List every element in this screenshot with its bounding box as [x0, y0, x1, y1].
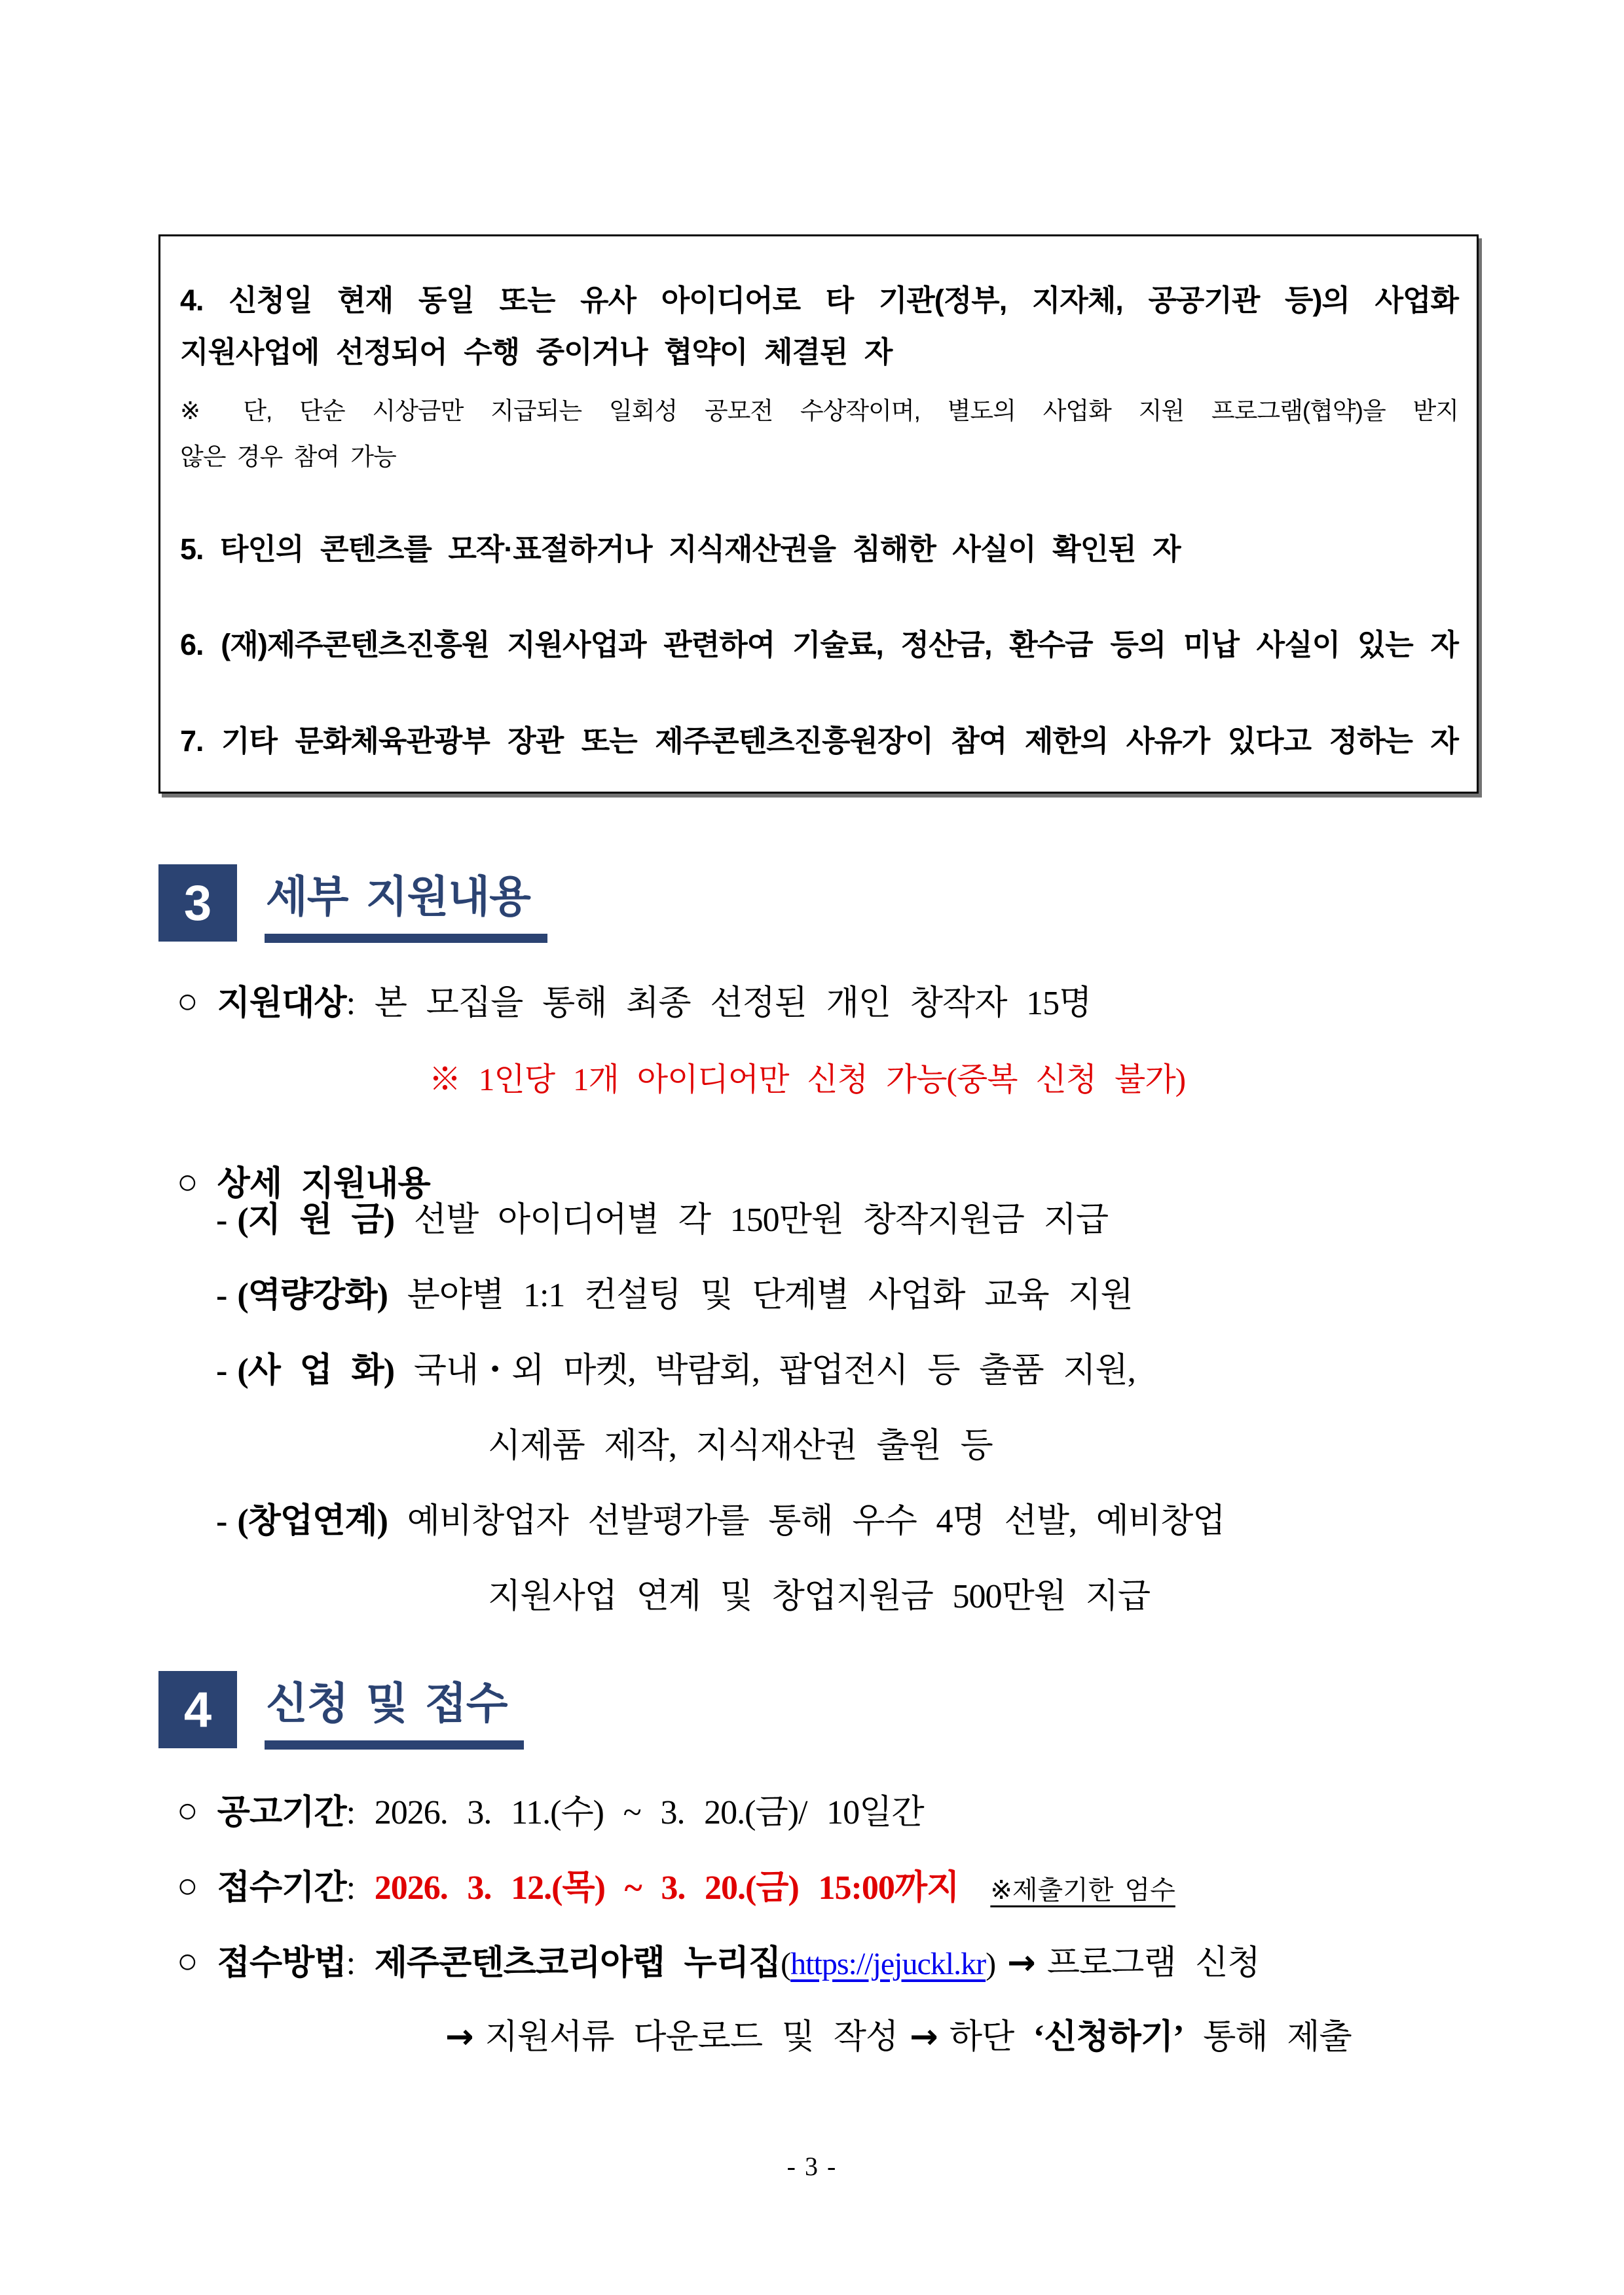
method-step-download: 지원서류 다운로드 및 작성 — [485, 2019, 898, 2056]
restriction-item-7 — [180, 724, 1458, 759]
detail-item-capability — [216, 1277, 1133, 1314]
item-5-number: 5. — [180, 532, 204, 566]
announce-period-text: 2026. 3. 11.(수) ~ 3. 20.(금)/ 10일간 — [374, 1794, 924, 1831]
section-3-number-box: 3 — [158, 864, 237, 942]
detail-item-startup-text: 예비창업자 선발평가를 통해 우수 4명 선발, 예비창업 — [407, 1503, 1225, 1540]
circle-bullet: ○ — [177, 1162, 198, 1202]
apply-period-line — [177, 1868, 1175, 1907]
support-detail-heading-label: 상세 지원내용 — [217, 1166, 430, 1203]
support-target-text: 본 모집을 통해 최종 선정된 개인 창작자 15명 — [374, 985, 1092, 1022]
restriction-item-4-note-line2: 않은 경우 참여 가능 — [180, 443, 396, 470]
support-target-label: 지원대상 — [217, 985, 346, 1022]
apply-period-label: 접수기간 — [217, 1869, 346, 1907]
announce-period-colon: : — [346, 1794, 356, 1831]
dash-bullet: - — [216, 1277, 227, 1314]
support-target-colon: : — [346, 985, 356, 1022]
detail-item-startup — [216, 1503, 1480, 1540]
item-4-number: 4. — [180, 284, 204, 317]
announce-period-label: 공고기간 — [217, 1794, 346, 1831]
detail-item-startup-line2: 지원사업 연계 및 창업지원금 500만원 지급 — [488, 1578, 1151, 1615]
restriction-item-4-line1 — [180, 284, 1458, 318]
item-7-text: 기타 문화체육관광부 장관 또는 제주콘텐츠진흥원장이 참여 제한의 사유가 있다고 정하는 자 — [221, 724, 1458, 758]
website-link[interactable]: https://jejuckl.kr — [790, 1947, 986, 1981]
support-target-line — [177, 983, 1091, 1022]
detail-item-capability-label: (역량강화) — [237, 1277, 388, 1314]
dash-bullet: - — [216, 1503, 227, 1540]
section-4-title: 신청 및 접수 — [265, 1672, 524, 1750]
circle-bullet: ○ — [177, 1791, 198, 1830]
restriction-item-4-line2: 지원사업에 선정되어 수행 중이거나 협약이 체결된 자 — [180, 335, 893, 369]
apply-period-colon: : — [346, 1869, 356, 1907]
dash-bullet: - — [216, 1352, 227, 1389]
detail-item-business-label: (사 업 화) — [237, 1352, 395, 1389]
apply-method-line — [177, 1943, 1260, 1982]
detail-item-business-text: 국내・외 마켓, 박람회, 팝업전시 등 출품 지원, — [413, 1352, 1135, 1389]
support-target-note: ※ 1인당 1개 아이디어만 신청 가능(중복 신청 불가) — [429, 1061, 1186, 1097]
apply-period-deadline: 2026. 3. 12.(목) ~ 3. 20.(금) 15:00까지 — [374, 1869, 959, 1907]
section-4-number-box: 4 — [158, 1671, 237, 1748]
method-step-submit: 통해 제출 — [1203, 2019, 1352, 2056]
deadline-strict-note: ※제출기한 엄수 — [990, 1876, 1175, 1905]
restriction-item-4-note-line1: ※ 단, 단순 시상금만 지급되는 일회성 공모전 수상작이며, 별도의 사업화 지원 프로그램(협약)을 받지 — [180, 397, 1458, 425]
section-3-header — [158, 864, 547, 943]
restriction-item-6 — [180, 628, 1458, 663]
detail-item-fund — [216, 1202, 1108, 1239]
apply-method-colon: : — [346, 1945, 356, 1982]
item-7-number: 7. — [180, 724, 204, 758]
dash-bullet: - — [216, 1202, 227, 1239]
item-5-text: 타인의 콘텐츠를 모작·표절하거나 지식재산권을 침해한 사실이 확인된 자 — [220, 532, 1181, 566]
announce-period-line — [177, 1793, 924, 1831]
detail-item-startup-label: (창업연계) — [237, 1503, 388, 1540]
right-arrow-icon: → — [910, 2017, 938, 2057]
detail-item-fund-label: (지 원 금) — [237, 1202, 395, 1239]
method-step-bottom: 하단 — [949, 2019, 1014, 2056]
paren-close: ) — [986, 1947, 996, 1981]
detail-item-business-line2: 시제품 제작, 지식재산권 출원 등 — [488, 1427, 993, 1465]
support-detail-heading — [177, 1164, 430, 1203]
restriction-item-5 — [180, 532, 1458, 567]
circle-bullet: ○ — [177, 1941, 198, 1981]
detail-item-business — [216, 1352, 1135, 1389]
circle-bullet: ○ — [177, 1866, 198, 1905]
circle-bullet: ○ — [177, 982, 198, 1021]
apply-button-quote: ‘신청하기’ — [1033, 2019, 1184, 2056]
section-4-header — [158, 1671, 524, 1750]
apply-method-line2 — [445, 2019, 1352, 2056]
section-3-title: 세부 지원내용 — [265, 866, 547, 943]
item-6-number: 6. — [180, 628, 204, 662]
item-4-text-line1: 신청일 현재 동일 또는 유사 아이디어로 타 기관(정부, 지자체, 공공기관 등)의 사업화 — [229, 284, 1458, 317]
apply-method-text: 프로그램 신청 — [1046, 1945, 1260, 1982]
paren-open: ( — [781, 1947, 791, 1981]
restrictions-box — [158, 234, 1479, 794]
item-6-text: (재)제주콘텐츠진흥원 지원사업과 관련하여 기술료, 정산금, 환수금 등의 미납 사실이 있는 자 — [221, 628, 1458, 662]
detail-item-fund-text: 선발 아이디어별 각 150만원 창작지원금 지급 — [413, 1202, 1109, 1239]
detail-item-capability-text: 분야별 1:1 컨설팅 및 단계별 사업화 교육 지원 — [407, 1277, 1133, 1314]
right-arrow-icon: → — [445, 2017, 473, 2057]
apply-method-site: 제주콘텐츠코리아랩 누리집 — [374, 1945, 781, 1982]
right-arrow-icon: → — [1007, 1943, 1035, 1983]
page-number: - 3 - — [786, 2152, 838, 2181]
apply-method-label: 접수방법 — [217, 1945, 346, 1982]
